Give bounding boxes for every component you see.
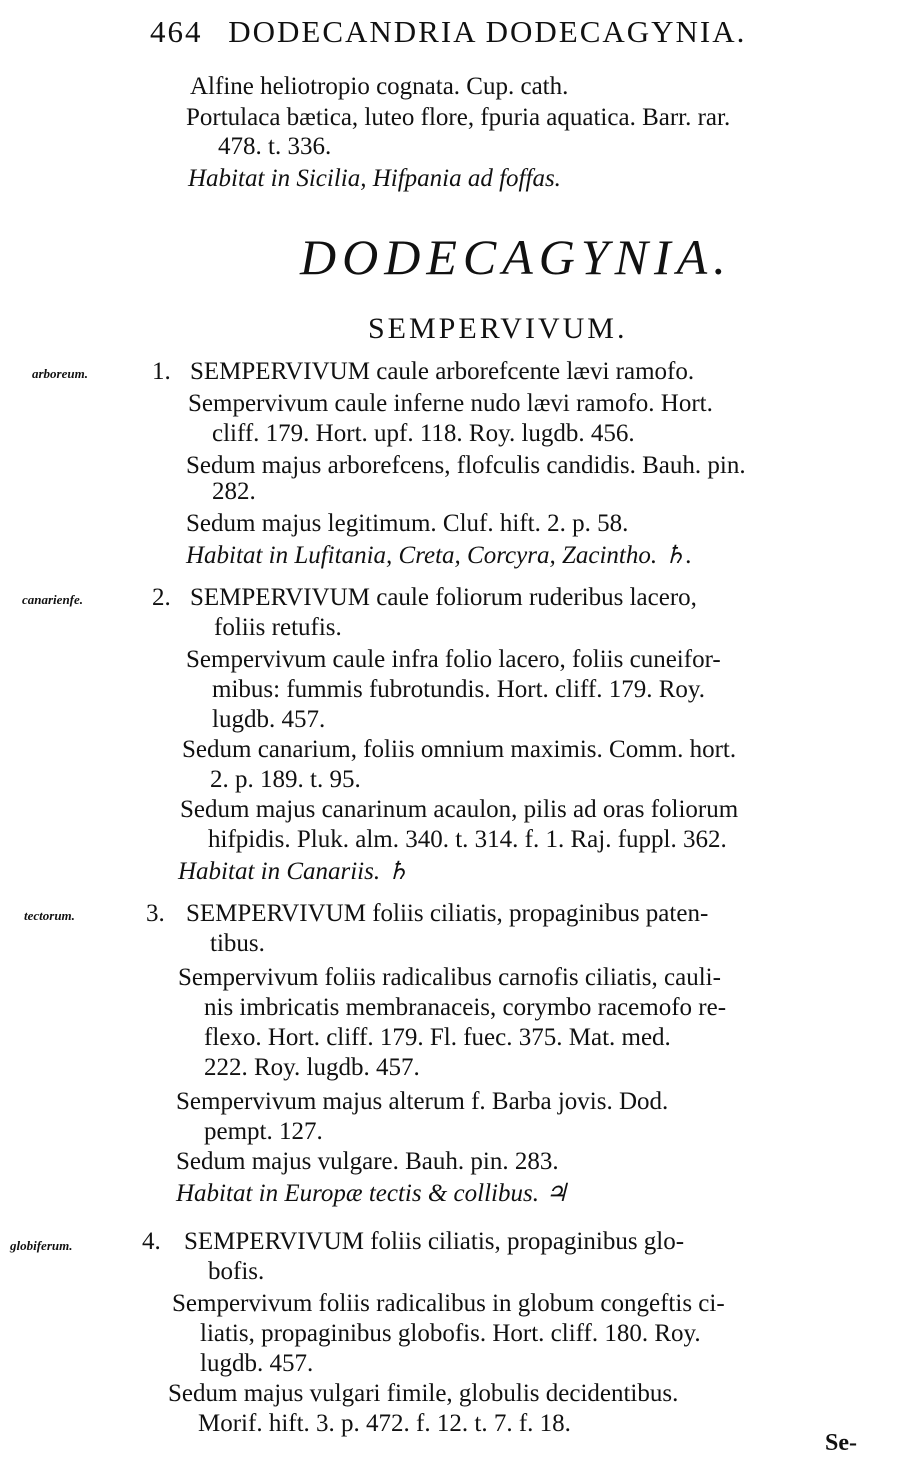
- habitat-line: Habitat in Sicilia, Hifpania ad foffas.: [188, 165, 561, 192]
- text-line: Sedum majus vulgari fimile, globulis decidentibus.: [168, 1380, 679, 1407]
- text-line: liatis, propaginibus globofis. Hort. cliff. 180. Roy.: [200, 1320, 701, 1347]
- diagnosis-line: SEMPERVIVUM foliis ciliatis, propaginibus glo-: [184, 1228, 685, 1255]
- text-line: Sedum majus arborefcens, flofculis candidis. Bauh. pin.: [186, 452, 746, 479]
- text-line: lugdb. 457.: [212, 706, 326, 733]
- diagnosis-line: SEMPERVIVUM foliis ciliatis, propaginibus paten-: [186, 900, 709, 927]
- diagnosis-line: SEMPERVIVUM caule arborefcente lævi ramofo.: [190, 358, 695, 385]
- margin-species-name: arboreum.: [32, 366, 88, 381]
- text-line: Portulaca bætica, luteo flore, fpuria aquatica. Barr. rar.: [186, 104, 731, 131]
- species-number: 1.: [152, 358, 171, 385]
- text-line: mibus: fummis fubrotundis. Hort. cliff. 179. Roy.: [212, 676, 706, 703]
- text-line: nis imbricatis membranaceis, corymbo racemofo re-: [204, 994, 727, 1021]
- species-number: 4.: [142, 1228, 161, 1255]
- margin-species-name: globiferum.: [10, 1238, 73, 1253]
- catchword: Se-: [825, 1430, 857, 1456]
- habitat-line: Habitat in Europæ tectis & collibus. ♃: [176, 1180, 568, 1207]
- text-line: Sempervivum foliis radicalibus in globum congeftis ci-: [172, 1290, 725, 1317]
- genus-heading: SEMPERVIVUM.: [368, 312, 628, 345]
- habitat-line: Habitat in Lufitania, Creta, Corcyra, Zacintho. ♄.: [186, 542, 692, 569]
- text-line: Alfine heliotropio cognata. Cup. cath.: [190, 73, 569, 100]
- text-line: Sedum canarium, foliis omnium maximis. Comm. hort.: [182, 736, 737, 763]
- text-line: 282.: [212, 478, 256, 505]
- text-line: hifpidis. Pluk. alm. 340. t. 314. f. 1. Raj. fuppl. 362.: [208, 826, 727, 853]
- text-line: cliff. 179. Hort. upf. 118. Roy. lugdb. 456.: [212, 420, 635, 447]
- running-title: DODECANDRIA DODECAGYNIA.: [228, 14, 747, 49]
- text-line: bofis.: [208, 1258, 265, 1285]
- page-number: 464: [150, 14, 203, 49]
- text-line: tibus.: [210, 930, 265, 957]
- text-line: Morif. hift. 3. p. 472. f. 12. t. 7. f. 18.: [198, 1410, 571, 1437]
- text-line: Sedum majus legitimum. Cluf. hift. 2. p. 58.: [186, 510, 629, 537]
- text-line: flexo. Hort. cliff. 179. Fl. fuec. 375. Mat. med.: [204, 1024, 671, 1051]
- text-line: Sempervivum majus alterum f. Barba jovis. Dod.: [176, 1088, 669, 1115]
- text-line: 222. Roy. lugdb. 457.: [204, 1054, 420, 1081]
- text-line: pempt. 127.: [204, 1118, 323, 1145]
- text-line: Sedum majus vulgare. Bauh. pin. 283.: [176, 1148, 559, 1175]
- text-line: Sempervivum caule inferne nudo lævi ramofo. Hort.: [188, 390, 713, 417]
- section-title: DODECAGYNIA.: [300, 229, 732, 285]
- running-header: [150, 14, 850, 50]
- text-line: 478. t. 336.: [218, 133, 332, 160]
- text-line: lugdb. 457.: [200, 1350, 314, 1377]
- text-line: Sempervivum caule infra folio lacero, foliis cuneifor-: [186, 646, 721, 673]
- diagnosis-line: SEMPERVIVUM caule foliorum ruderibus lacero,: [190, 584, 697, 611]
- text-line: foliis retufis.: [214, 614, 342, 641]
- habitat-line: Habitat in Canariis. ♄: [178, 858, 409, 885]
- text-line: 2. p. 189. t. 95.: [210, 766, 361, 793]
- margin-species-name: canarienfe.: [22, 592, 84, 607]
- species-number: 2.: [152, 584, 171, 611]
- margin-species-name: tectorum.: [24, 908, 75, 923]
- text-line: Sedum majus canarinum acaulon, pilis ad oras foliorum: [180, 796, 739, 823]
- species-number: 3.: [146, 900, 165, 927]
- text-line: Sempervivum foliis radicalibus carnofis ciliatis, cauli-: [178, 964, 721, 991]
